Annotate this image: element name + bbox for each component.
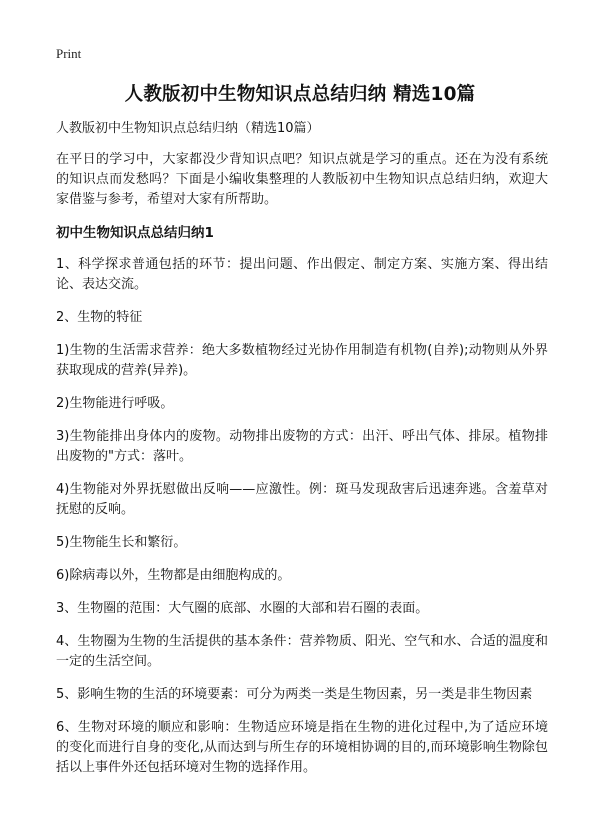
paragraph: 1)生物的生活需求营养：绝大多数植物经过光协作用制造有机物(自养);动物则从外界获取现成的营养(异养)。 — [56, 343, 548, 378]
paragraph: 1、科学探求普通包括的环节：提出问题、作出假定、制定方案、实施方案、得出结论、表达交流。 — [56, 257, 548, 292]
document-body — [56, 119, 548, 791]
print-label: Print — [56, 46, 82, 61]
paragraph: 5、影响生物的生活的环境要素：可分为两类一类是生物因素，另一类是非生物因素 — [56, 687, 533, 702]
paragraph: 6、生物对环境的顺应和影响：生物适应环境是指在生物的进化过程中,为了适应环境的变化而进行自身的变化,从而达到与所生存的环境相协调的目的,而环境影响生物除包括以上事件外还包括环境对生物的选择作用。 — [56, 720, 548, 775]
paragraph: 2、生物的特征 — [56, 310, 143, 325]
paragraph: 4、生物圈为生物的生活提供的基本条件：营养物质、阳光、空气和水、合适的温度和一定的生活空间。 — [56, 634, 548, 669]
page-title: 人教版初中生物知识点总结归纳 精选10篇 — [124, 84, 476, 105]
paragraph: 4)生物能对外界抚慰做出反响——应激性。例：斑马发现敌害后迅速奔逃。含羞草对抚慰的反响。 — [56, 482, 548, 517]
paragraph: 2)生物能进行呼吸。 — [56, 396, 174, 411]
intro-paragraph: 在平日的学习中，大家都没少背知识点吧？知识点就是学习的重点。还在为没有系统的知识点而发愁吗？下面是小编收集整理的人教版初中生物知识点总结归纳，欢迎大家借鉴与参考，希望对大家有所帮助。 — [56, 152, 548, 207]
paragraph: 6)除病毒以外，生物都是由细胞构成的。 — [56, 568, 291, 583]
document-subtitle: 人教版初中生物知识点总结归纳（精选10篇） — [56, 121, 320, 136]
paragraph: 5)生物能生长和繁衍。 — [56, 535, 187, 550]
paragraph: 3)生物能排出身体内的废物。动物排出废物的方式：出汗、呼出气体、排尿。植物排出废物的"方式：落叶。 — [56, 429, 548, 464]
section-heading: 初中生物知识点总结归纳1 — [56, 225, 214, 241]
paragraph: 3、生物圈的范围：大气圈的底部、水圈的大部和岩石圈的表面。 — [56, 601, 429, 616]
